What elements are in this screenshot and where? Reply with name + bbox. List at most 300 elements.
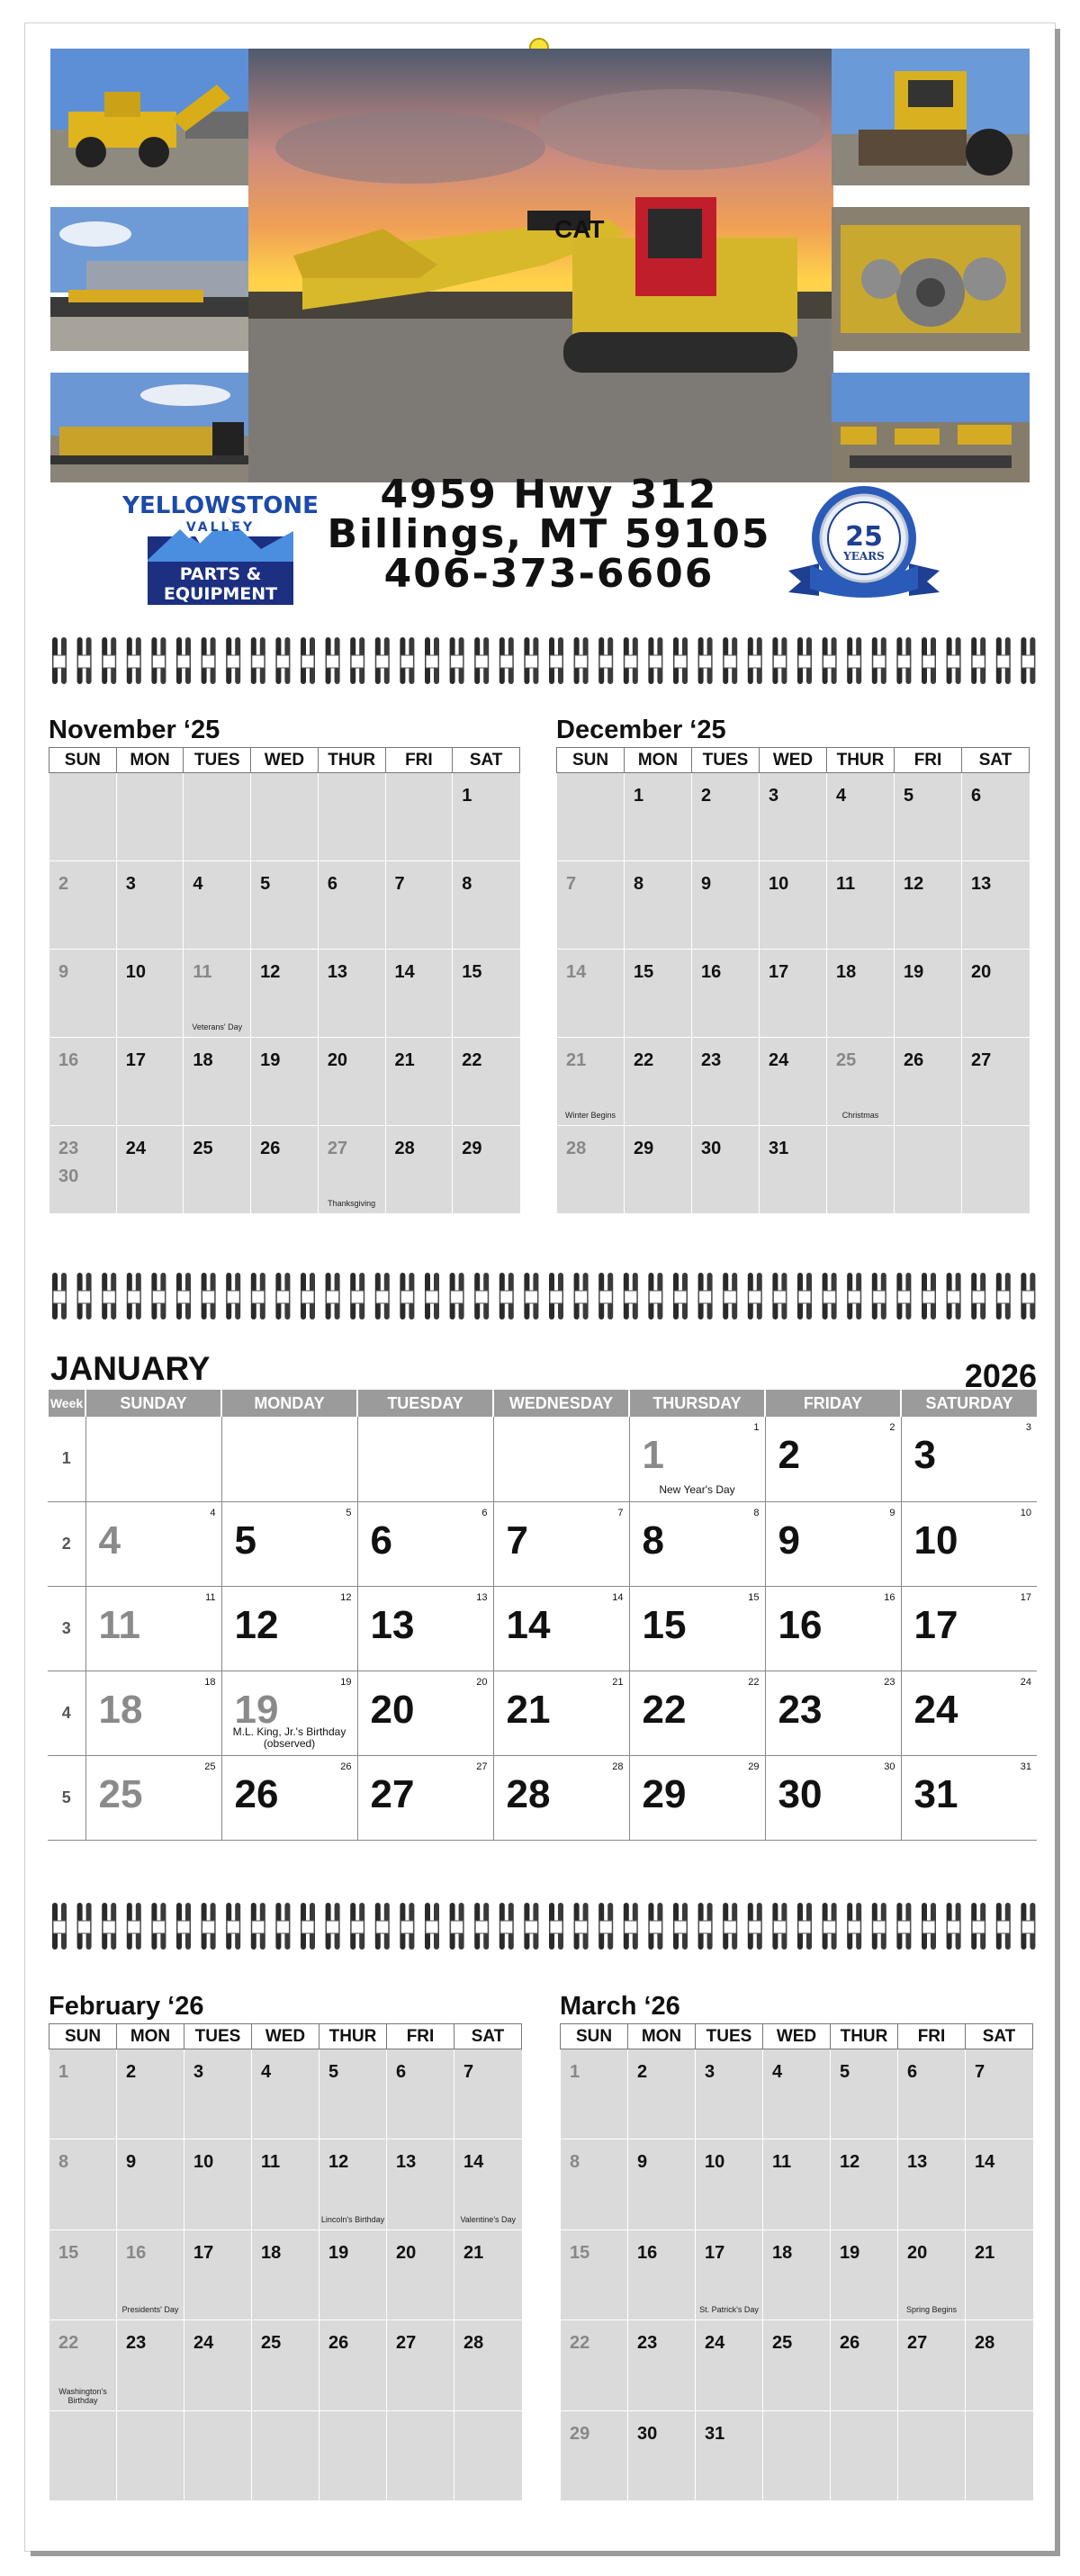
spiral-coil <box>598 1273 613 1320</box>
spiral-coil <box>947 637 961 684</box>
day-cell <box>557 950 625 1038</box>
week-number: 5 <box>48 1755 86 1840</box>
day-cell <box>962 773 1030 861</box>
day-number: 14 <box>394 962 415 982</box>
holiday-label: Winter Begins <box>564 1111 616 1120</box>
day-number: 5 <box>840 2062 850 2082</box>
spiral-coil <box>375 1273 390 1320</box>
holiday-label: Presidents' Day <box>122 2305 179 2315</box>
day-number: 26 <box>234 1771 279 1816</box>
day-cell <box>765 1755 901 1840</box>
spiral-coil <box>1021 637 1035 684</box>
day-cell <box>962 1126 1030 1214</box>
day-header: THUR <box>318 748 385 773</box>
day-cell <box>385 1126 453 1214</box>
photo-equipment-yard <box>832 373 1030 482</box>
day-number-small: 5 <box>346 1507 352 1518</box>
spiral-coil <box>226 1273 240 1320</box>
spiral-coil <box>275 637 290 684</box>
week-row <box>48 1501 1037 1586</box>
day-number: 3 <box>705 2062 716 2082</box>
day-number-small: 8 <box>753 1507 760 1518</box>
spiral-coil <box>549 637 563 684</box>
day-header: FRIDAY <box>765 1390 901 1417</box>
day-number-small: 28 <box>612 1761 624 1772</box>
spiral-coil <box>748 1273 762 1320</box>
day-number: 12 <box>234 1602 279 1647</box>
day-cell <box>765 1586 901 1671</box>
day-number: 28 <box>506 1771 551 1816</box>
spiral-coil <box>127 1903 141 1950</box>
day-number: 26 <box>260 1139 281 1158</box>
day-number: 17 <box>125 1050 146 1070</box>
week-number: 1 <box>48 1417 86 1501</box>
day-cell <box>252 2320 320 2410</box>
day-number: 16 <box>701 962 722 982</box>
day-cell <box>760 1126 827 1214</box>
day-header: WED <box>251 748 319 773</box>
day-number-small: 13 <box>476 1591 488 1603</box>
spiral-coil <box>748 637 762 684</box>
spiral-coil <box>922 1273 936 1320</box>
day-number-small: 29 <box>748 1761 760 1772</box>
day-cell <box>221 1755 357 1840</box>
day-number: 14 <box>506 1602 551 1647</box>
holiday-label: Veterans' Day <box>192 1022 243 1031</box>
day-cell <box>50 2049 117 2139</box>
day-cell <box>318 861 385 950</box>
spiral-coil <box>251 637 266 684</box>
spiral-coil <box>1021 1903 1035 1950</box>
day-number: 9 <box>701 874 712 894</box>
spiral-coil <box>947 1903 961 1950</box>
day-cell <box>831 2229 898 2319</box>
photo-gears <box>832 207 1030 351</box>
day-cell <box>50 2139 117 2229</box>
day-cell <box>320 2139 387 2229</box>
day-number: 24 <box>125 1139 146 1158</box>
day-header: SAT <box>966 2024 1033 2049</box>
day-number-small: 10 <box>1020 1507 1031 1518</box>
day-number: 17 <box>914 1602 958 1647</box>
holiday-label: Washington's Birthday <box>58 2386 107 2405</box>
day-cell <box>901 1586 1037 1671</box>
day-cell <box>895 950 962 1038</box>
day-number: 20 <box>907 2242 928 2263</box>
day-number: 27 <box>396 2333 417 2354</box>
day-cell <box>184 861 251 950</box>
day-cell <box>221 1671 357 1755</box>
photo-warehouse <box>50 207 248 351</box>
week-row <box>50 773 520 861</box>
day-number: 14 <box>464 2152 484 2173</box>
day-cell <box>898 2229 966 2319</box>
day-cell <box>357 1755 493 1840</box>
address-city: Billings, MT 59105 <box>327 511 771 557</box>
day-number: 8 <box>570 2152 580 2173</box>
day-cell <box>831 2320 898 2410</box>
spiral-coil <box>450 1273 464 1320</box>
day-number: 11 <box>261 2152 281 2173</box>
day-number: 2 <box>58 874 69 894</box>
day-cell <box>966 2139 1033 2229</box>
day-cell <box>387 2320 454 2410</box>
day-cell <box>493 1755 629 1840</box>
day-header: FRI <box>898 2024 966 2049</box>
day-number: 5 <box>904 786 914 806</box>
week-row <box>557 950 1030 1038</box>
spiral-coil <box>971 1273 986 1320</box>
day-cell <box>251 950 319 1038</box>
main-calendar-grid <box>47 1390 1037 1841</box>
spiral-coil <box>251 1273 266 1320</box>
day-number: 30 <box>637 2423 658 2444</box>
spiral-coil <box>896 1273 911 1320</box>
day-number: 27 <box>907 2333 928 2354</box>
spiral-coil <box>748 1903 762 1950</box>
spiral-coil <box>176 1273 191 1320</box>
cat-logo-text: CAT <box>554 215 605 243</box>
day-number-small: 22 <box>748 1676 760 1688</box>
day-number: 12 <box>328 2152 349 2173</box>
day-number: 8 <box>642 1518 664 1563</box>
day-cell <box>629 1755 765 1840</box>
day-cell <box>184 2229 252 2319</box>
day-number: 23 <box>701 1050 722 1070</box>
day-cell <box>454 2049 522 2139</box>
spiral-coil <box>996 1903 1011 1950</box>
day-cell <box>184 1038 251 1126</box>
day-cell <box>318 1126 385 1214</box>
spiral-coil <box>947 1273 961 1320</box>
day-header: MON <box>628 2024 696 2049</box>
day-cell <box>50 2320 117 2410</box>
day-number-small: 17 <box>1020 1591 1031 1603</box>
spiral-coil <box>797 1903 812 1950</box>
day-cell <box>827 861 895 950</box>
spiral-binding-2 <box>47 1269 1044 1323</box>
spiral-coil <box>598 637 613 684</box>
day-cell <box>625 950 692 1038</box>
day-number: 25 <box>98 1771 143 1816</box>
week-row <box>50 950 520 1038</box>
spiral-coil <box>896 1903 911 1950</box>
day-number: 20 <box>971 962 992 982</box>
spiral-coil <box>872 637 886 684</box>
spiral-coil <box>52 637 67 684</box>
spiral-coil <box>549 1273 563 1320</box>
day-number-small: 9 <box>889 1507 896 1518</box>
day-cell <box>629 1501 765 1586</box>
spiral-coil <box>698 1903 713 1950</box>
day-cell <box>184 2049 252 2139</box>
day-number-small: 23 <box>884 1676 896 1688</box>
day-number-small: 3 <box>1025 1422 1031 1433</box>
day-cell <box>763 2049 831 2139</box>
company-address <box>297 472 801 597</box>
spiral-coil <box>350 637 364 684</box>
day-cell <box>50 861 117 950</box>
day-cell <box>184 2410 252 2500</box>
spiral-coil <box>673 1903 688 1950</box>
day-cell <box>557 1038 625 1126</box>
day-cell <box>898 2139 966 2229</box>
logo-valley: VALLEY <box>185 520 256 535</box>
day-cell <box>453 1126 520 1214</box>
day-cell <box>50 773 117 861</box>
day-number: 27 <box>327 1139 348 1158</box>
spiral-coil <box>474 1273 489 1320</box>
mini-calendar-grid <box>49 2023 522 2501</box>
week-row <box>48 1671 1037 1755</box>
day-number: 5 <box>328 2062 339 2082</box>
day-number: 17 <box>769 962 789 982</box>
spiral-coil <box>326 637 340 684</box>
day-number: 8 <box>462 874 472 894</box>
day-cell <box>827 1126 895 1214</box>
day-cell <box>86 1755 221 1840</box>
day-cell <box>252 2049 320 2139</box>
day-number: 30 <box>701 1139 722 1158</box>
day-number: 26 <box>904 1050 924 1070</box>
spiral-coil <box>723 637 737 684</box>
day-cell <box>628 2410 696 2500</box>
day-number: 24 <box>769 1050 789 1070</box>
spiral-coil <box>797 637 812 684</box>
spiral-coil <box>797 1273 812 1320</box>
day-header: SUN <box>561 2024 628 2049</box>
day-number: 19 <box>234 1687 279 1732</box>
day-number: 12 <box>840 2152 860 2173</box>
day-number: 3 <box>194 2062 204 2082</box>
main-header-row <box>48 1390 1037 1417</box>
day-cell <box>625 861 692 950</box>
holiday-label: M.L. King, Jr.'s Birthday (observed) <box>232 1725 346 1750</box>
day-number: 18 <box>261 2242 282 2263</box>
day-cell <box>320 2049 387 2139</box>
day-cell <box>116 1038 184 1126</box>
day-number-small: 24 <box>1020 1676 1031 1688</box>
spiral-coil <box>202 1903 216 1950</box>
day-number: 28 <box>566 1139 587 1158</box>
day-cell <box>493 1417 629 1501</box>
day-cell <box>692 1126 760 1214</box>
day-header: WED <box>252 2024 320 2049</box>
day-cell <box>318 1038 385 1126</box>
day-number: 11 <box>98 1602 141 1647</box>
day-cell <box>387 2139 454 2229</box>
week-row <box>48 1755 1037 1840</box>
day-number: 29 <box>570 2423 590 2444</box>
day-cell <box>895 1126 962 1214</box>
day-number-small: 27 <box>476 1761 488 1772</box>
spiral-coil <box>971 1903 986 1950</box>
day-cell <box>966 2229 1033 2319</box>
day-number: 21 <box>506 1687 551 1732</box>
holiday-label: Lincoln's Birthday <box>320 2214 385 2224</box>
spiral-coil <box>624 1903 638 1950</box>
spiral-coil <box>648 637 662 684</box>
day-cell <box>760 950 827 1038</box>
day-number: 29 <box>642 1771 687 1816</box>
day-header: TUES <box>184 2024 252 2049</box>
day-cell <box>252 2139 320 2229</box>
day-number: 25 <box>193 1139 213 1158</box>
day-cell <box>385 861 453 950</box>
day-number-small: 12 <box>340 1591 352 1603</box>
day-header: FRI <box>895 748 962 773</box>
day-cell <box>493 1586 629 1671</box>
week-row <box>50 2410 522 2500</box>
day-cell <box>385 773 453 861</box>
day-cell <box>387 2410 454 2500</box>
day-number: 2 <box>778 1433 800 1477</box>
day-number: 20 <box>396 2242 417 2263</box>
week-row <box>561 2049 1033 2139</box>
day-number: 1 <box>634 786 644 806</box>
day-cell <box>387 2229 454 2319</box>
day-number: 9 <box>637 2152 648 2173</box>
day-number: 21 <box>464 2242 484 2263</box>
day-number: 16 <box>58 1050 79 1070</box>
day-number: 18 <box>836 962 857 982</box>
mini-calendar-title: December ‘25 <box>556 716 726 744</box>
day-cell <box>962 950 1030 1038</box>
day-number: 15 <box>462 962 482 982</box>
day-header: SUNDAY <box>86 1390 221 1417</box>
spiral-coil <box>847 1903 861 1950</box>
phone-number: 406-373-6606 <box>383 551 715 597</box>
day-number-small: 15 <box>748 1591 760 1603</box>
week-row <box>50 2139 522 2229</box>
day-cell <box>962 1038 1030 1126</box>
day-header: MON <box>117 2024 184 2049</box>
week-number: 2 <box>48 1501 86 1586</box>
day-number: 20 <box>327 1050 348 1070</box>
day-cell <box>895 773 962 861</box>
day-number: 16 <box>637 2242 658 2263</box>
day-cell <box>895 1038 962 1126</box>
mini-calendar-title: March ‘26 <box>560 1992 680 2021</box>
day-number: 6 <box>907 2062 918 2082</box>
day-number: 14 <box>975 2152 995 2173</box>
day-number-small: 2 <box>889 1422 896 1433</box>
day-header: SUN <box>557 748 625 773</box>
mini-calendar-february <box>49 1989 522 2502</box>
day-number: 3 <box>769 786 779 806</box>
day-cell <box>629 1417 765 1501</box>
day-number: 23 <box>126 2333 147 2354</box>
week-row <box>50 1038 520 1126</box>
day-header: MON <box>116 748 184 773</box>
day-cell <box>117 2320 184 2410</box>
day-number: 29 <box>462 1139 482 1158</box>
day-number: 24 <box>194 2333 214 2354</box>
day-number: 4 <box>836 786 847 806</box>
day-number: 6 <box>396 2062 407 2082</box>
day-cell <box>625 773 692 861</box>
day-cell <box>454 2320 522 2410</box>
day-number-small: 11 <box>205 1591 216 1603</box>
spiral-coil <box>847 1273 861 1320</box>
spiral-coil <box>896 637 911 684</box>
spiral-coil <box>202 637 216 684</box>
day-number: 1 <box>58 2062 69 2082</box>
day-number: 14 <box>566 962 587 982</box>
week-row <box>50 2229 522 2319</box>
day-number: 6 <box>327 874 338 894</box>
week-row <box>50 1126 520 1214</box>
day-number: 7 <box>506 1518 528 1563</box>
spiral-coil <box>301 1903 315 1950</box>
holiday-label: Christmas <box>842 1111 879 1120</box>
day-cell <box>50 1038 117 1126</box>
day-number: 3 <box>914 1433 936 1477</box>
day-cell <box>50 1126 117 1214</box>
day-number: 26 <box>840 2333 860 2354</box>
day-cell <box>50 950 117 1038</box>
day-number: 19 <box>328 2242 349 2263</box>
week-row <box>561 2229 1033 2319</box>
day-number: 19 <box>904 962 924 982</box>
day-number: 4 <box>261 2062 272 2082</box>
day-cell <box>625 1038 692 1126</box>
day-number: 7 <box>566 874 577 894</box>
day-cell <box>901 1755 1037 1840</box>
spiral-coil <box>77 637 92 684</box>
day-cell <box>763 2229 831 2319</box>
day-cell <box>221 1417 357 1501</box>
day-header: THUR <box>320 2024 387 2049</box>
day-number: 4 <box>772 2062 783 2082</box>
day-header: TUES <box>184 748 251 773</box>
spiral-coil <box>574 637 589 684</box>
day-cell <box>765 1501 901 1586</box>
spiral-coil <box>127 637 141 684</box>
day-number: 12 <box>260 962 281 982</box>
day-number: 18 <box>98 1687 143 1732</box>
day-cell <box>251 1038 319 1126</box>
spiral-coil <box>202 1273 216 1320</box>
week-row <box>561 2410 1033 2500</box>
logo-yellowstone: YELLOWSTONE <box>122 492 319 519</box>
day-number: 19 <box>260 1050 281 1070</box>
spiral-coil <box>176 637 191 684</box>
day-cell <box>760 773 827 861</box>
day-number: 22 <box>570 2333 590 2354</box>
spiral-coil <box>151 1273 166 1320</box>
spiral-coil <box>698 637 713 684</box>
spiral-coil <box>326 1903 340 1950</box>
day-cell <box>561 2139 628 2229</box>
day-cell <box>116 950 184 1038</box>
day-cell <box>357 1671 493 1755</box>
badge-years: YEARS <box>843 550 885 563</box>
spiral-coil <box>922 1903 936 1950</box>
day-cell <box>760 861 827 950</box>
day-number: 28 <box>394 1139 415 1158</box>
day-header: MONDAY <box>221 1390 357 1417</box>
spiral-binding-3 <box>47 1899 1044 1953</box>
week-number: 4 <box>48 1671 86 1755</box>
day-cell <box>625 1126 692 1214</box>
day-cell <box>453 773 520 861</box>
day-cell <box>116 861 184 950</box>
spiral-coil <box>425 1273 439 1320</box>
day-cell <box>493 1501 629 1586</box>
day-number: 3 <box>125 874 136 894</box>
day-header: SATURDAY <box>901 1390 1037 1417</box>
